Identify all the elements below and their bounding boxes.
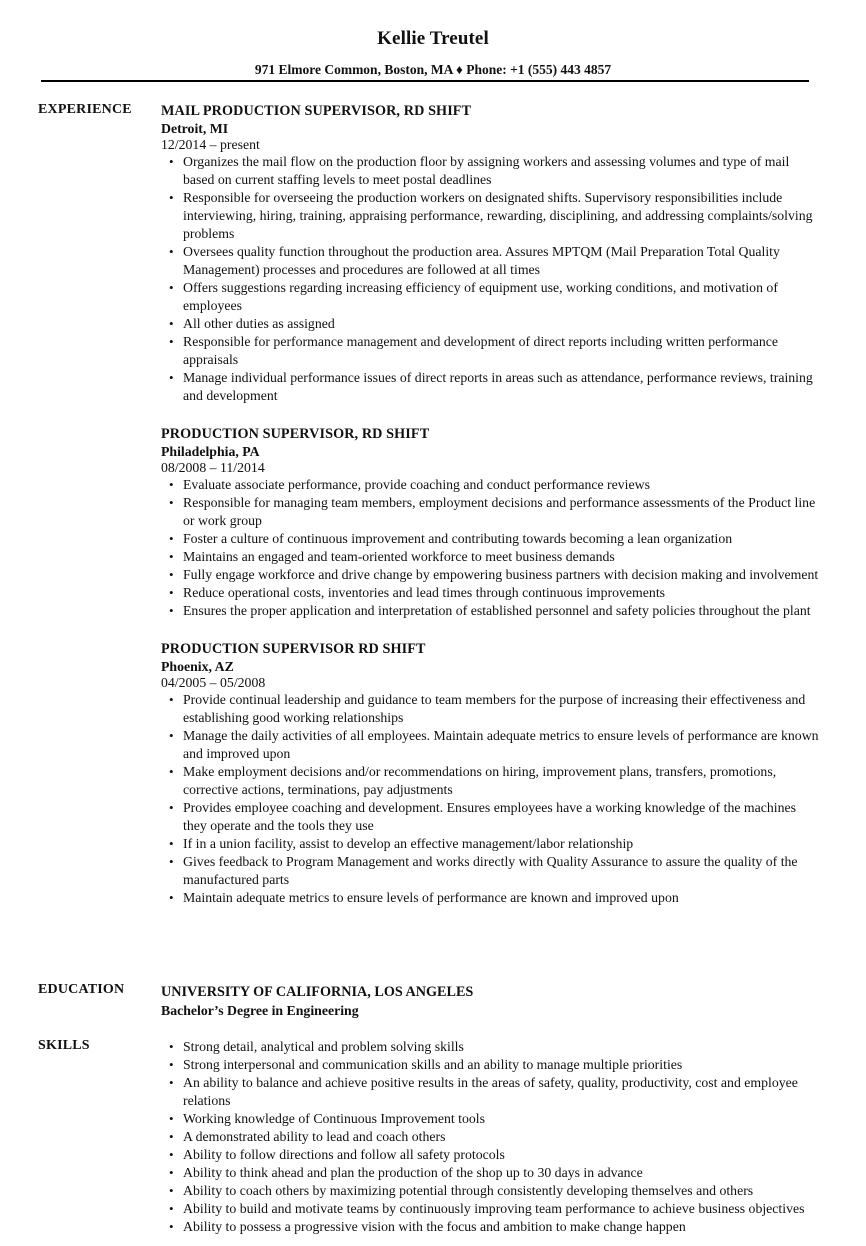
bullet-item xyxy=(161,566,821,584)
bullet-text: Fully engage workforce and drive change by empowering business partners with decision making and involvement xyxy=(183,567,819,582)
skill-item xyxy=(161,1182,821,1200)
skill-text: Ability to build and motivate teams by continuously improving team performance to achieve business objectives xyxy=(183,1201,805,1216)
bullet-icon: • xyxy=(169,764,174,779)
skills-body xyxy=(161,1038,821,1236)
bullet-item xyxy=(161,243,821,279)
section-label-experience: EXPERIENCE xyxy=(38,102,132,117)
bullet-text: Provide continual leadership and guidance to team members for the purpose of increasing their effectiveness and establishing good working relationships xyxy=(183,692,806,725)
skill-text: Ability to coach others by maximizing potential through consistently developing themselves and others xyxy=(183,1183,754,1198)
bullet-text: Organizes the mail flow on the production floor by assigning workers and assessing volumes and type of mail based on current staffing levels to meet postal deadlines xyxy=(183,154,790,187)
header-divider xyxy=(41,80,809,82)
bullet-text: Maintain adequate metrics to ensure levels of performance are known and improved upon xyxy=(183,890,679,905)
bullet-icon: • xyxy=(169,836,174,851)
job-responsibilities xyxy=(161,691,821,907)
bullet-item xyxy=(161,189,821,243)
job-dates: 04/2005 – 05/2008 xyxy=(161,675,266,690)
bullet-icon: • xyxy=(169,800,174,815)
job-title: PRODUCTION SUPERVISOR RD SHIFT xyxy=(161,641,426,657)
bullet-item xyxy=(161,584,821,602)
job-location: Detroit, MI xyxy=(161,121,229,136)
bullet-item xyxy=(161,530,821,548)
bullet-icon: • xyxy=(169,1075,174,1090)
job-location: Phoenix, AZ xyxy=(161,659,234,674)
bullet-item xyxy=(161,799,821,835)
bullet-text: Foster a culture of continuous improvement and contributing towards becoming a lean organization xyxy=(183,531,733,546)
bullet-icon: • xyxy=(169,1057,174,1072)
skill-text: Strong interpersonal and communication skills and an ability to manage multiple priorities xyxy=(183,1057,683,1072)
bullet-icon: • xyxy=(169,531,174,546)
bullet-item xyxy=(161,153,821,189)
bullet-icon: • xyxy=(169,1219,174,1234)
skill-text: Ability to think ahead and plan the production of the shop up to 30 days in advance xyxy=(183,1165,643,1180)
job-entry xyxy=(161,102,821,405)
skill-item xyxy=(161,1038,821,1056)
bullet-icon: • xyxy=(169,585,174,600)
bullet-item xyxy=(161,315,821,333)
bullet-text: All other duties as assigned xyxy=(183,316,335,331)
job-location: Philadelphia, PA xyxy=(161,444,260,459)
experience-body xyxy=(161,102,821,927)
bullet-icon: • xyxy=(169,728,174,743)
skill-text: Ability to possess a progressive vision with the focus and ambition to make change happen xyxy=(183,1219,686,1234)
bullet-icon: • xyxy=(169,1183,174,1198)
skill-item xyxy=(161,1146,821,1164)
bullet-text: Manage individual performance issues of direct reports in areas such as attendance, performance reviews, training and development xyxy=(183,370,813,403)
bullet-item xyxy=(161,691,821,727)
bullet-icon: • xyxy=(169,154,174,169)
job-dates: 08/2008 – 11/2014 xyxy=(161,460,265,475)
skill-item xyxy=(161,1218,821,1236)
job-entry xyxy=(161,640,821,907)
bullet-icon: • xyxy=(169,549,174,564)
job-title: PRODUCTION SUPERVISOR, RD SHIFT xyxy=(161,426,430,442)
bullet-icon: • xyxy=(169,603,174,618)
bullet-icon: • xyxy=(169,477,174,492)
job-title: MAIL PRODUCTION SUPERVISOR, RD SHIFT xyxy=(161,103,472,119)
contact-line: 971 Elmore Common, Boston, MA ♦ Phone: +1 (555) 443 4857 xyxy=(254,62,612,77)
section-label-skills: SKILLS xyxy=(38,1038,90,1053)
bullet-item xyxy=(161,889,821,907)
bullet-icon: • xyxy=(169,1201,174,1216)
bullet-text: Offers suggestions regarding increasing efficiency of equipment use, working conditions, and motivation of employees xyxy=(183,280,778,313)
skill-text: Working knowledge of Continuous Improvement tools xyxy=(183,1111,486,1126)
bullet-text: Provides employee coaching and development. Ensures employees have a working knowledge of the machines they operate and the tools they use xyxy=(183,800,797,833)
bullet-text: Make employment decisions and/or recommendations on hiring, improvement plans, transfers, promotions, corrective actions, terminations, pay adjustments xyxy=(183,764,777,797)
bullet-icon: • xyxy=(169,1165,174,1180)
bullet-text: If in a union facility, assist to develop an effective management/labor relationship xyxy=(183,836,634,851)
bullet-icon: • xyxy=(169,1039,174,1054)
bullet-text: Gives feedback to Program Management and works directly with Quality Assurance to assure the quality of the manufactured parts xyxy=(183,854,798,887)
bullet-item xyxy=(161,333,821,369)
bullet-item xyxy=(161,369,821,405)
bullet-icon: • xyxy=(169,1129,174,1144)
bullet-item xyxy=(161,602,821,620)
bullet-text: Reduce operational costs, inventories and lead times through continuous improvements xyxy=(183,585,666,600)
bullet-text: Manage the daily activities of all employees. Maintain adequate metrics to ensure levels of performance are known and improved upon xyxy=(183,728,819,761)
skill-item xyxy=(161,1056,821,1074)
bullet-icon: • xyxy=(169,854,174,869)
bullet-item xyxy=(161,279,821,315)
bullet-text: Responsible for managing team members, employment decisions and performance assessments of the Product line or work group xyxy=(183,495,816,528)
skill-item xyxy=(161,1074,821,1110)
bullet-icon: • xyxy=(169,316,174,331)
bullet-text: Maintains an engaged and team-oriented workforce to meet business demands xyxy=(183,549,615,564)
bullet-item xyxy=(161,835,821,853)
skill-item xyxy=(161,1200,821,1218)
bullet-text: Ensures the proper application and interpretation of established personnel and safety policies throughout the plant xyxy=(183,603,811,618)
bullet-icon: • xyxy=(169,244,174,259)
bullet-icon: • xyxy=(169,334,174,349)
candidate-name: Kellie Treutel xyxy=(377,28,489,49)
job-entry xyxy=(161,425,821,620)
job-dates: 12/2014 – present xyxy=(161,137,260,152)
skill-text: A demonstrated ability to lead and coach others xyxy=(183,1129,446,1144)
bullet-item xyxy=(161,763,821,799)
school-name: UNIVERSITY OF CALIFORNIA, LOS ANGELES xyxy=(161,984,474,1000)
bullet-icon: • xyxy=(169,692,174,707)
bullet-icon: • xyxy=(169,495,174,510)
bullet-icon: • xyxy=(169,890,174,905)
bullet-icon: • xyxy=(169,567,174,582)
bullet-icon: • xyxy=(169,280,174,295)
bullet-text: Responsible for performance management and development of direct reports including written performance appraisals xyxy=(183,334,778,367)
bullet-icon: • xyxy=(169,370,174,385)
skills-list xyxy=(161,1038,821,1236)
skill-item xyxy=(161,1128,821,1146)
skill-item xyxy=(161,1110,821,1128)
bullet-text: Oversees quality function throughout the production area. Assures MPTQM (Mail Preparation Total Quality Management) processes and procedures are followed at all times xyxy=(183,244,780,277)
skill-text: Strong detail, analytical and problem solving skills xyxy=(183,1039,464,1054)
job-responsibilities xyxy=(161,153,821,405)
skill-text: An ability to balance and achieve positive results in the areas of safety, quality, productivity, cost and employee relations xyxy=(183,1075,798,1108)
skill-item xyxy=(161,1164,821,1182)
bullet-item xyxy=(161,548,821,566)
degree-name: Bachelor’s Degree in Engineering xyxy=(161,1003,359,1018)
bullet-item xyxy=(161,494,821,530)
skill-text: Ability to follow directions and follow all safety protocols xyxy=(183,1147,505,1162)
bullet-text: Evaluate associate performance, provide coaching and conduct performance reviews xyxy=(183,477,650,492)
bullet-item xyxy=(161,853,821,889)
bullet-icon: • xyxy=(169,1147,174,1162)
education-body xyxy=(161,982,821,1020)
job-responsibilities xyxy=(161,476,821,620)
section-label-education: EDUCATION xyxy=(38,982,125,997)
bullet-text: Responsible for overseeing the production workers on designated shifts. Supervisory responsibilities include interviewing, hiring, training, appraising performance, rewarding, disciplining, and addressing complaints/solving problems xyxy=(183,190,813,241)
bullet-icon: • xyxy=(169,1111,174,1126)
bullet-icon: • xyxy=(169,190,174,205)
bullet-item xyxy=(161,476,821,494)
bullet-item xyxy=(161,727,821,763)
